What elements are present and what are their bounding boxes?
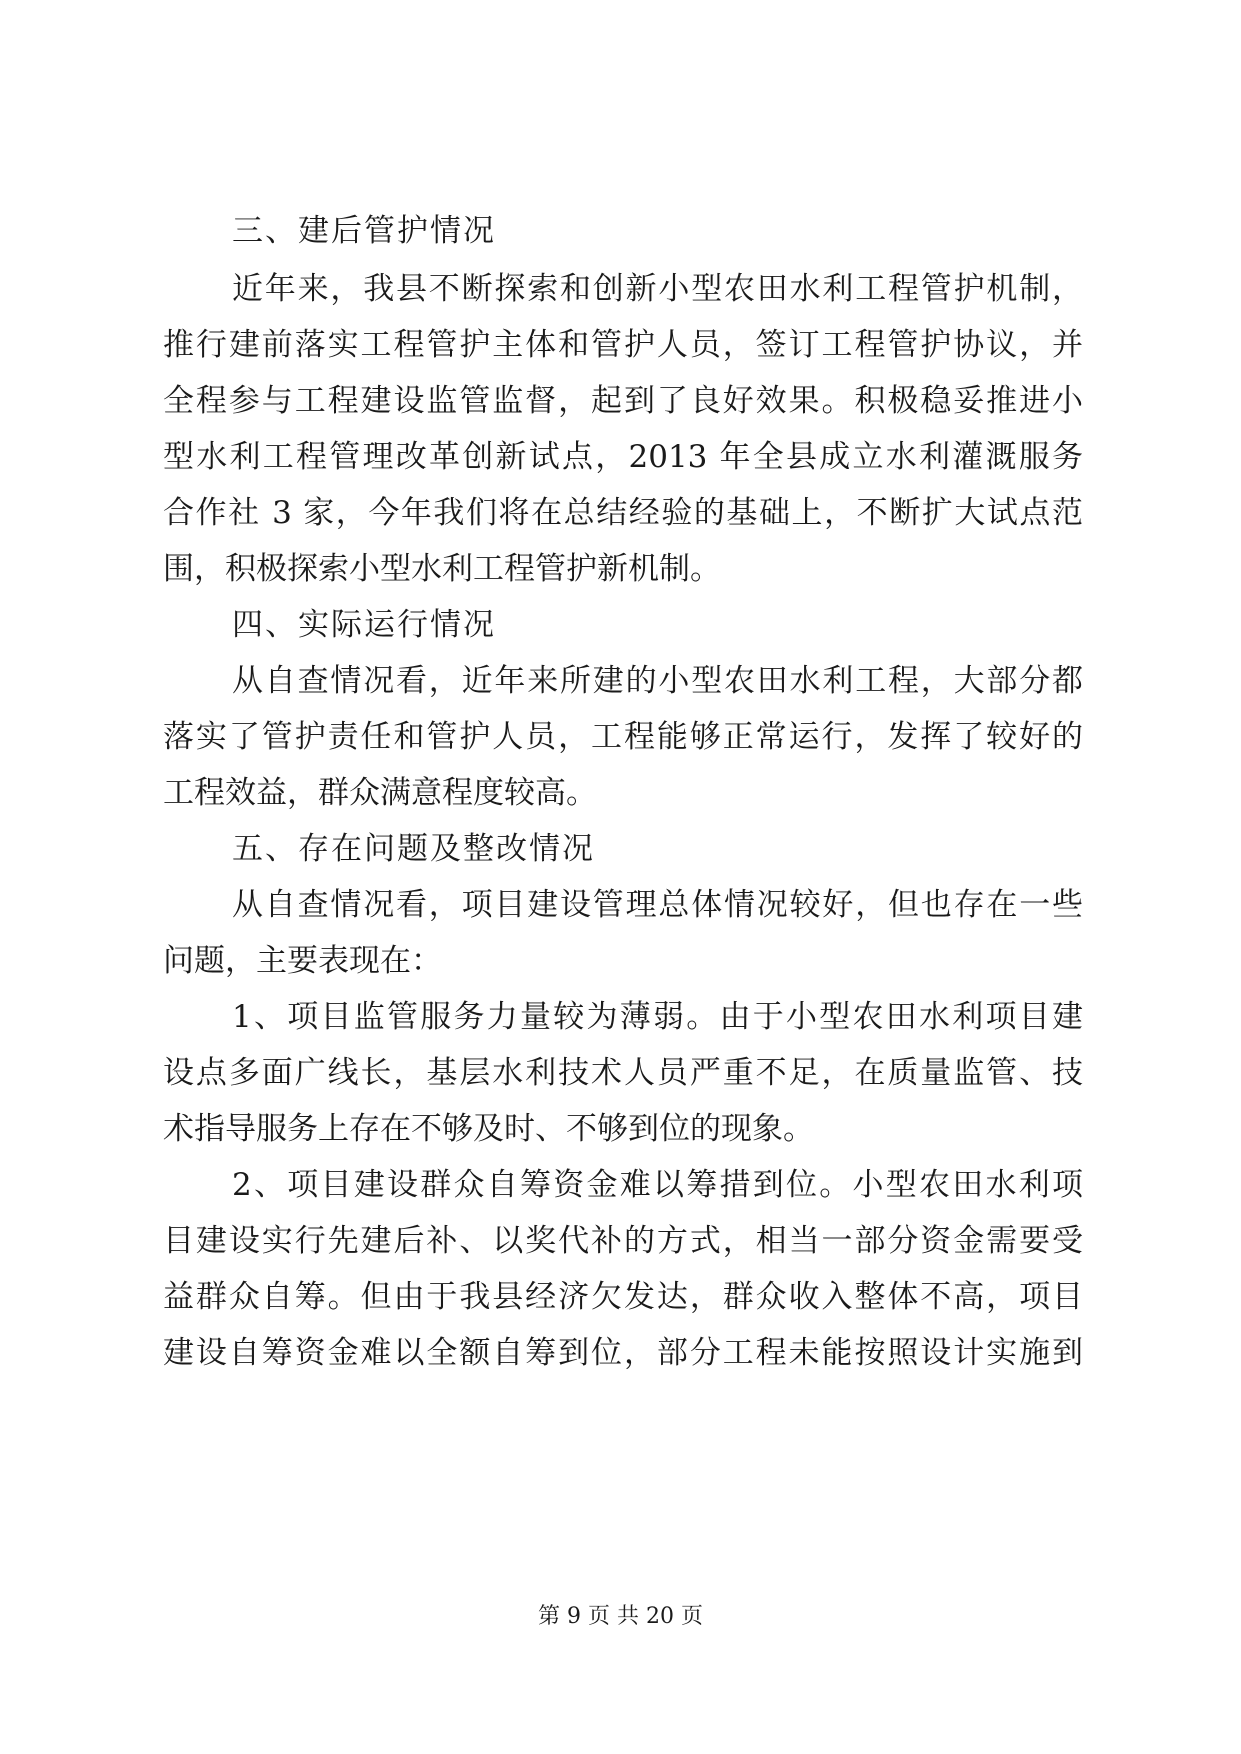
paragraph-line: 落实了管护责任和管护人员，工程能够正常运行，发挥了较好的 [163,719,1083,755]
section-heading-5: 五、存在问题及整改情况 [232,831,595,867]
list-item-line: 设点多面广线长，基层水利技术人员严重不足，在质量监管、技 [163,1055,1083,1091]
page-number-footer: 第 9 页 共 20 页 [538,1604,703,1629]
list-item-line: 目建设实行先建后补、以奖代补的方式，相当一部分资金需要受 [163,1223,1083,1259]
paragraph-line: 问题，主要表现在： [163,943,442,979]
list-item-line: 2、项目建设群众自筹资金难以筹措到位。小型农田水利项 [232,1167,1083,1203]
section-heading-4: 四、实际运行情况 [232,607,496,643]
paragraph-line: 近年来，我县不断探索和创新小型农田水利工程管护机制， [232,271,1083,307]
section-heading-3: 三、建后管护情况 [232,213,496,249]
list-item-line: 益群众自筹。但由于我县经济欠发达，群众收入整体不高，项目 [163,1279,1083,1315]
list-item-line: 术指导服务上存在不够及时、不够到位的现象。 [163,1111,814,1147]
paragraph-line: 围，积极探索小型水利工程管护新机制。 [163,551,721,587]
paragraph-line: 合作社 3 家，今年我们将在总结经验的基础上，不断扩大试点范 [163,495,1083,531]
paragraph-line: 推行建前落实工程管护主体和管护人员，签订工程管护协议，并 [163,327,1083,363]
paragraph-line: 型水利工程管理改革创新试点，2013 年全县成立水利灌溉服务 [163,439,1083,475]
list-item-line: 1、项目监管服务力量较为薄弱。由于小型农田水利项目建 [232,999,1083,1035]
paragraph-line: 全程参与工程建设监管监督，起到了良好效果。积极稳妥推进小 [163,383,1083,419]
paragraph-line: 从自查情况看，项目建设管理总体情况较好，但也存在一些 [232,887,1083,923]
list-item-line: 建设自筹资金难以全额自筹到位，部分工程未能按照设计实施到 [163,1335,1083,1371]
paragraph-line: 工程效益，群众满意程度较高。 [163,775,597,811]
paragraph-line: 从自查情况看，近年来所建的小型农田水利工程，大部分都 [232,663,1083,699]
